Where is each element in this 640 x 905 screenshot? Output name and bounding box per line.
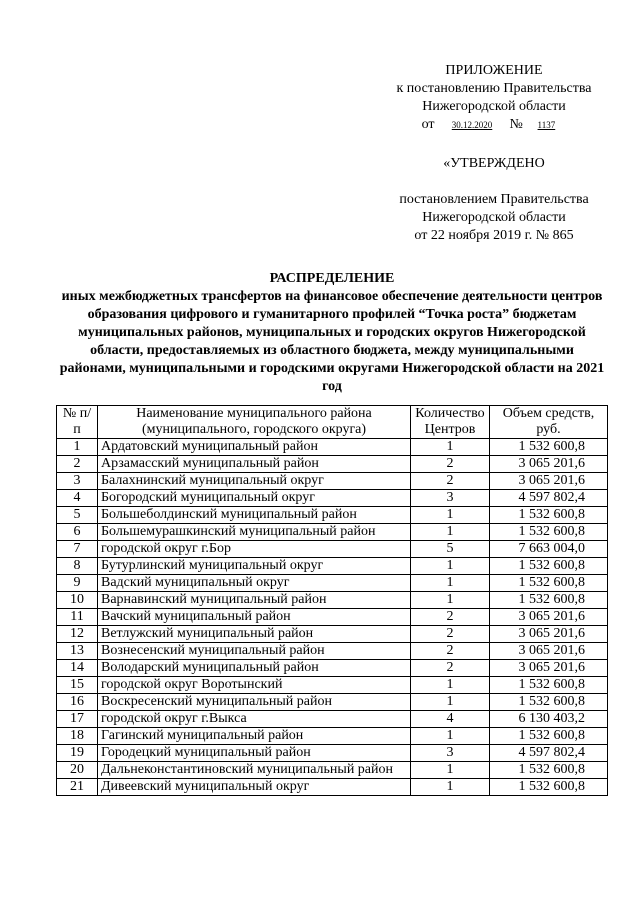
date-prefix: от (421, 117, 435, 132)
table-row (57, 456, 608, 473)
row-volume: 3 065 201,6 (490, 609, 608, 626)
row-number: 14 (57, 660, 98, 677)
row-count: 2 (411, 643, 490, 660)
approval-line-2: Нижегородской области (422, 210, 566, 225)
row-count: 1 (411, 762, 490, 779)
table-row (57, 745, 608, 762)
row-count: 2 (411, 609, 490, 626)
row-number: 16 (57, 694, 98, 711)
row-number: 19 (57, 745, 98, 762)
row-number: 13 (57, 643, 98, 660)
row-count: 3 (411, 490, 490, 507)
row-name: Городецкий муниципальный район (98, 745, 411, 762)
table-header-row (57, 406, 608, 439)
table-row (57, 779, 608, 796)
row-number: 20 (57, 762, 98, 779)
row-name: Вознесенский муниципальный район (98, 643, 411, 660)
row-volume: 1 532 600,8 (490, 524, 608, 541)
row-number: 5 (57, 507, 98, 524)
appendix-block (380, 62, 608, 134)
row-number: 18 (57, 728, 98, 745)
row-name: Ветлужский муниципальный район (98, 626, 411, 643)
row-volume: 3 065 201,6 (490, 626, 608, 643)
row-volume: 1 532 600,8 (490, 694, 608, 711)
row-count: 1 (411, 677, 490, 694)
row-volume: 1 532 600,8 (490, 779, 608, 796)
row-count: 1 (411, 558, 490, 575)
row-volume: 3 065 201,6 (490, 643, 608, 660)
row-volume: 1 532 600,8 (490, 575, 608, 592)
row-number: 11 (57, 609, 98, 626)
table-row (57, 694, 608, 711)
header-volume: Объем средств, руб. (490, 406, 608, 439)
row-name: городской округ г.Выкса (98, 711, 411, 728)
row-name: Ардатовский муниципальный район (98, 439, 411, 456)
row-count: 2 (411, 626, 490, 643)
row-name: Вадский муниципальный округ (98, 575, 411, 592)
table-row (57, 473, 608, 490)
row-number: 2 (57, 456, 98, 473)
row-name: Вачский муниципальный район (98, 609, 411, 626)
row-number: 9 (57, 575, 98, 592)
row-count: 1 (411, 592, 490, 609)
row-name: Воскресенский муниципальный район (98, 694, 411, 711)
document-title: РАСПРЕДЕЛЕНИЕ (269, 271, 395, 286)
row-number: 6 (57, 524, 98, 541)
row-number: 4 (57, 490, 98, 507)
row-volume: 4 597 802,4 (490, 490, 608, 507)
header-num: № п/п (57, 406, 98, 439)
row-count: 2 (411, 473, 490, 490)
row-name: городской округ Воротынский (98, 677, 411, 694)
row-number: 10 (57, 592, 98, 609)
row-count: 4 (411, 711, 490, 728)
row-volume: 1 532 600,8 (490, 677, 608, 694)
row-volume: 1 532 600,8 (490, 507, 608, 524)
appendix-date-line (380, 116, 608, 134)
row-volume: 1 532 600,8 (490, 762, 608, 779)
table-row (57, 541, 608, 558)
row-volume: 1 532 600,8 (490, 439, 608, 456)
table-body (57, 439, 608, 796)
row-count: 1 (411, 575, 490, 592)
table-row (57, 439, 608, 456)
row-volume: 7 663 004,0 (490, 541, 608, 558)
row-number: 7 (57, 541, 98, 558)
row-number: 3 (57, 473, 98, 490)
row-name: Варнавинский муниципальный район (98, 592, 411, 609)
table-row (57, 711, 608, 728)
table-row (57, 524, 608, 541)
row-name: Богородский муниципальный округ (98, 490, 411, 507)
appendix-number: 1137 (537, 120, 556, 130)
table-row (57, 592, 608, 609)
row-name: Дальнеконстантиновский муниципальный район (98, 762, 411, 779)
table-row (57, 660, 608, 677)
row-count: 1 (411, 524, 490, 541)
row-volume: 3 065 201,6 (490, 473, 608, 490)
approval-block (380, 155, 608, 245)
row-count: 1 (411, 507, 490, 524)
row-name: Арзамасский муниципальный район (98, 456, 411, 473)
row-number: 17 (57, 711, 98, 728)
table-row (57, 643, 608, 660)
row-number: 12 (57, 626, 98, 643)
row-count: 1 (411, 694, 490, 711)
document-subtitle: иных межбюджетных трансфертов на финансовое обеспечение деятельности центров образования цифрового и гуманитарного профилей “Точка роста” бюджетам муниципальных районов, муниципальных и городских округов Нижегородской области, предоставляемых из областного бюджета, между муниципальными районами, муниципальными и городскими округами Нижегородской области на 2021 год (59, 289, 605, 394)
number-sign: № (509, 117, 523, 132)
distribution-table (56, 405, 608, 796)
table-row (57, 490, 608, 507)
table-row (57, 609, 608, 626)
table-row (57, 575, 608, 592)
appendix-date: 30.12.2020 (451, 120, 493, 130)
row-volume: 1 532 600,8 (490, 592, 608, 609)
document-heading (56, 270, 608, 396)
row-count: 5 (411, 541, 490, 558)
row-count: 2 (411, 660, 490, 677)
row-name: Бутурлинский муниципальный округ (98, 558, 411, 575)
row-count: 1 (411, 439, 490, 456)
row-count: 3 (411, 745, 490, 762)
table-row (57, 677, 608, 694)
row-volume: 1 532 600,8 (490, 558, 608, 575)
appendix-line-1: к постановлению Правительства (396, 81, 592, 96)
row-count: 1 (411, 728, 490, 745)
header-name: Наименование муниципального района (муниципального, городского округа) (98, 406, 411, 439)
row-name: Большеболдинский муниципальный район (98, 507, 411, 524)
table-row (57, 507, 608, 524)
row-name: Большемурашкинский муниципальный район (98, 524, 411, 541)
row-number: 21 (57, 779, 98, 796)
row-count: 2 (411, 456, 490, 473)
row-name: городской округ г.Бор (98, 541, 411, 558)
row-number: 1 (57, 439, 98, 456)
row-count: 1 (411, 779, 490, 796)
row-name: Дивеевский муниципальный округ (98, 779, 411, 796)
row-volume: 3 065 201,6 (490, 456, 608, 473)
row-volume: 3 065 201,6 (490, 660, 608, 677)
table-row (57, 762, 608, 779)
row-name: Балахнинский муниципальный округ (98, 473, 411, 490)
row-name: Гагинский муниципальный район (98, 728, 411, 745)
approval-line-1: постановлением Правительства (399, 192, 589, 207)
row-number: 15 (57, 677, 98, 694)
appendix-line-2: Нижегородской области (422, 99, 566, 114)
row-volume: 1 532 600,8 (490, 728, 608, 745)
row-name: Володарский муниципальный район (98, 660, 411, 677)
table-row (57, 558, 608, 575)
row-number: 8 (57, 558, 98, 575)
appendix-title: ПРИЛОЖЕНИЕ (445, 63, 543, 78)
row-volume: 4 597 802,4 (490, 745, 608, 762)
table-row (57, 728, 608, 745)
row-volume: 6 130 403,2 (490, 711, 608, 728)
table-row (57, 626, 608, 643)
approval-line-3: от 22 ноября 2019 г. № 865 (414, 228, 574, 243)
approval-title: «УТВЕРЖДЕНО (443, 156, 545, 171)
header-count: Количество Центров (411, 406, 490, 439)
